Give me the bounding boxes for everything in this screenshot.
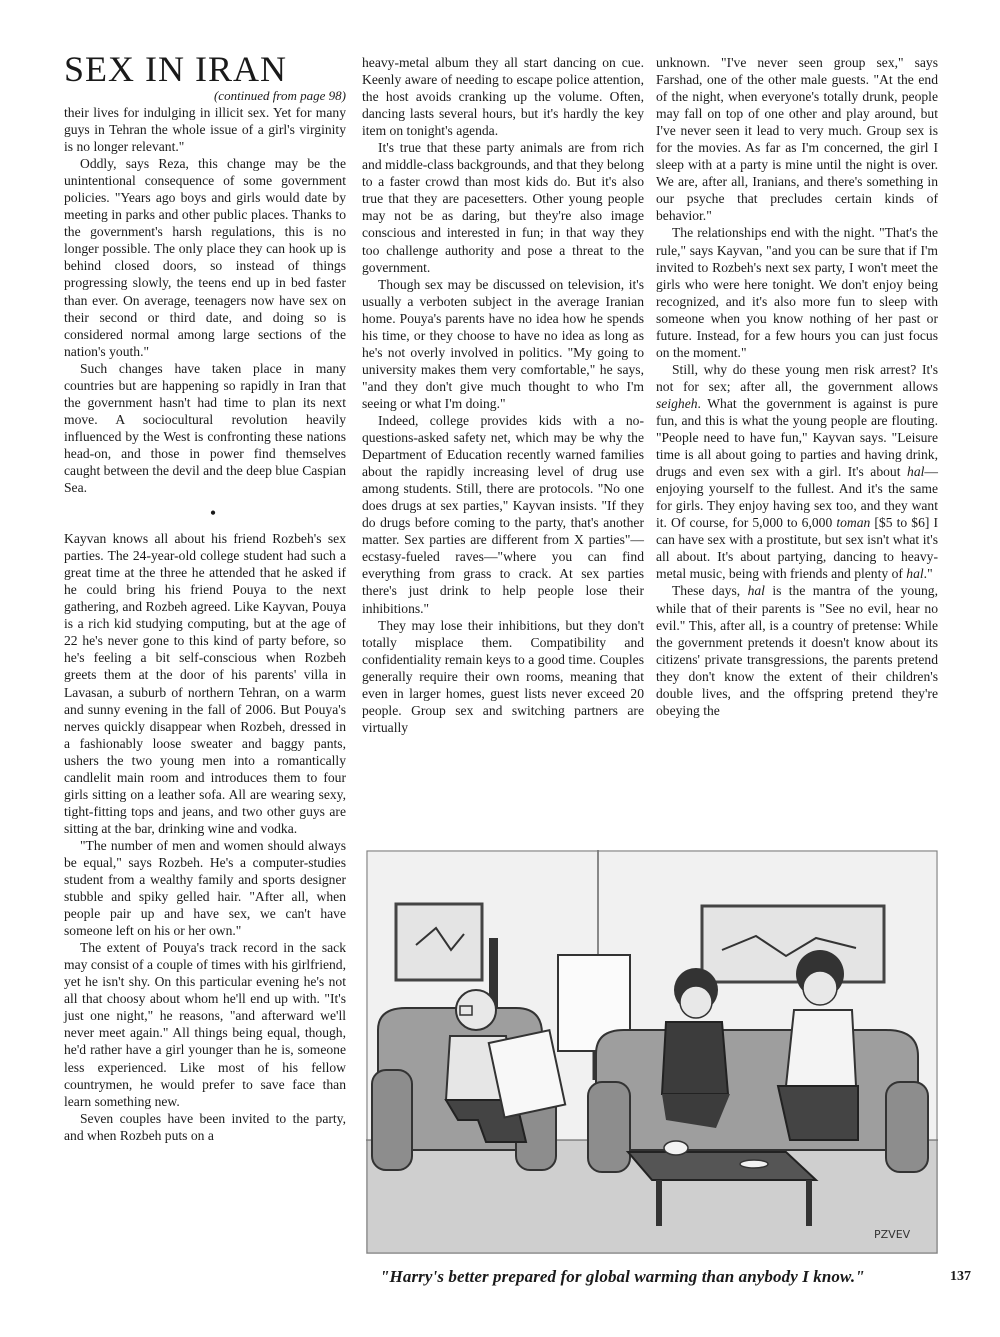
text-run: [$5 to $6] I can have sex with a prostitute, but sex isn't what it's all about. It's about partying, dancing to heavy-metal music, being with friends and plenty of	[656, 515, 938, 582]
text-run: . What the government is against is pure fun, and this is what the young people are flouting. "People need to have fun," Kayvan says. "Leisure time is all about going to parties and having drink, drugs and even sex with a girl. It's about	[656, 395, 938, 480]
paragraph: The extent of Pouya's track record in the sack may consist of a couple of times with his girlfriend, yet he isn't shy. On this particular evening he's not all that choosy about whom he'll end up with. "It's just one night," he reasons, "and afterward we'll never meet again." All things being equal, though, he'd rather have a girl younger than he is, someone less experienced. Like most of his fellow countrymen, he would prefer to save face than learn something new.	[64, 940, 346, 1109]
italic-term: hal	[747, 583, 765, 599]
italic-term: toman	[836, 515, 871, 531]
woman-two-pants	[778, 1086, 858, 1140]
man-head	[456, 990, 496, 1030]
page-number: 137	[950, 1269, 971, 1284]
teapot	[664, 1141, 688, 1155]
italic-term: seigheh	[656, 395, 698, 411]
paragraph: Indeed, college provides kids with a no-questions-asked safety net, which may be why the Department of Education recently warned families about the rapidly increasing level of drug use among students. Still, there are protocols. "No one does drugs at sex parties," Kayvan insists. "If they do drugs before coming to the party, that's another matter. Sex parties are different from X parties"—ecstasy-fueled raves—"where you can find everything from grass to crack. At sex parties there's just drink to help people lose their inhibitions."	[362, 412, 644, 616]
text-run: is the mantra of the young, while that of their parents is "See no evil, hear no evil." This, after all, is a country of pretense: While the government pretends it doesn't know about its citizens' private transgressions, the parents pretend they don't know the extent of their children's double lives, and the offspring pretend they're obeying the	[656, 583, 938, 718]
left-picture	[396, 904, 482, 980]
paragraph	[656, 582, 938, 718]
woman-one-face	[680, 986, 712, 1018]
column-3	[656, 54, 938, 719]
italic-term: hal	[907, 464, 925, 480]
text-run: These days,	[672, 583, 748, 599]
column-2	[362, 54, 644, 736]
continuation-note: (continued from page 98)	[213, 88, 346, 103]
paragraph: Kayvan knows all about his friend Rozbeh's sex parties. The 24-year-old college student had such a great time at the three he attended that he asked if he could bring his friend Pouya to the next gathering, and Rozbeh agreed. Like Kayvan, Pouya is a rich kid studying computing, but at the age of 22 he's never gone to this kind of party before, so he's feeling a bit self-conscious when Rozbeh greets them at the door of his parents' villa in Lavasan, a suburb of northern Tehran, on a warm and sunny evening in the fall of 2006. But Pouya's nerves quickly disappear when Rozbeh, dressed in a fashionably loose sweater and baggy pants, ushers the two young men into a romantically candlelit main room and introduces them to four girls sitting on a leather sofa. All are wearing sexy, tight-fitting tops and jeans, and two other guys are sitting at the bar, drinking wine and vodka.	[64, 531, 346, 836]
plate	[740, 1160, 768, 1168]
paragraph: Seven couples have been invited to the party, and when Rozbeh puts on a	[64, 1110, 346, 1143]
paragraph: Oddly, says Reza, this change may be the unintentional consequence of some government policies. "Years ago boys and girls would date by meeting in parks and other public places. Thanks to the government's harsh regulations, this is no longer possible. The only place they can hook up is behind closed doors, so instead of things progressing slowly, the teens end up in bed faster than ever. On average, teenagers now have sex on their second or third date, and doing so is considered normal among large sections of the nation's youth."	[64, 156, 346, 359]
right-picture	[702, 906, 884, 982]
article-title: SEX IN IRAN	[64, 49, 287, 89]
woman-one-dress	[662, 1022, 728, 1094]
section-separator: •	[209, 503, 217, 524]
text-run: ."	[923, 566, 933, 582]
cartoon-signature: PZVEV	[874, 1228, 911, 1241]
paragraph: Though sex may be discussed on television, it's usually a verboten subject in the average Iranian home. Pouya's parents have no idea how he spends his time, or they choose to have no idea as long as he's not overly involved in politics. "My going to university makes them very comfortable," he says, "and they don't give much thought to who I'm seeing or what I'm doing."	[362, 276, 644, 411]
coffee-table	[628, 1152, 816, 1180]
cartoon-drawing	[366, 850, 938, 1254]
text-run: —enjoying yourself to the fullest. And it's the same for girls. They enjoy having sex too, and they want it. Of course, for 5,000 to 6,000	[656, 464, 938, 531]
cartoon-caption: "Harry's better prepared for global warming than anybody I know."	[380, 1267, 865, 1286]
paragraph: heavy-metal album they all start dancing on cue. Keenly aware of needing to escape police attention, the host avoids cranking up the volume. Often, dancing lasts several hours, but it's hardly the key item on tonight's agenda.	[362, 55, 644, 139]
column-1	[64, 50, 346, 1144]
paragraph: The relationships end with the night. "That's the rule," says Kayvan, "and you can be sure that if I'm invited to Rozbeh's next sex party, I won't meet the girls who were here tonight. We don't enjoy being recognized, and it's also more fun to sleep with someone when you know nothing of her past or future. Instead, for a few hours you can just focus on the moment."	[656, 225, 938, 360]
italic-term: hal	[906, 566, 924, 582]
paragraph	[656, 361, 938, 583]
paragraph: They may lose their inhibitions, but they don't totally misplace them. Compatibility and confidentiality remain keys to a good time. Couples generally require their own rooms, meaning that even in larger homes, guest lists never exceed 20 people. Group sex and switching partners are virtually	[362, 617, 644, 735]
paragraph: unknown. "I've never seen group sex," says Farshad, one of the other male guests. "At the end of the night, when everyone's totally drunk, people may fall on top of one other and play around, but I've never seen it lead to very much. Group sex is for the movies. As far as I'm concerned, the girl I sleep with at a party is mine until the night is over. We are, after all, Iranians, and there's something in our psyche that precludes certain kinds of behavior."	[656, 55, 938, 224]
text-run: Still, why do these young men risk arrest? It's not for sex; after all, the government allows	[656, 361, 938, 394]
sofa	[596, 1030, 918, 1150]
paragraph: Such changes have taken place in many countries but are happening so rapidly in Iran that the government hasn't had time to plan its next move. A sociocultural revolution heavily influenced by the West is confronting these nations head-on, and those in power find themselves caught between the devil and the deep blue Caspian Sea.	[64, 360, 346, 496]
cartoon-illustration	[366, 850, 938, 1254]
woman-two-top	[786, 1010, 856, 1086]
paragraph: It's true that these party animals are from rich and middle-class backgrounds, and that they belong to a faster crowd than most kids do. But it's also true that they are pacesetters. Other young people may not be as daring, but they're also image conscious and interested in fun; in that way they too challenge authority and pose a threat to the government.	[362, 140, 644, 275]
paragraph: "The number of men and women should always be equal," says Rozbeh. He's a computer-studies student from a wealthy family and sports designer stubble and spiky gelled hair. "After all, when people pair up and have sex, we can't have someone left on his or her own."	[64, 837, 346, 939]
paragraph: their lives for indulging in illicit sex. Yet for many guys in Tehran the whole issue of a girl's virginity is no longer relevant."	[64, 105, 346, 155]
woman-two-face	[803, 971, 837, 1005]
